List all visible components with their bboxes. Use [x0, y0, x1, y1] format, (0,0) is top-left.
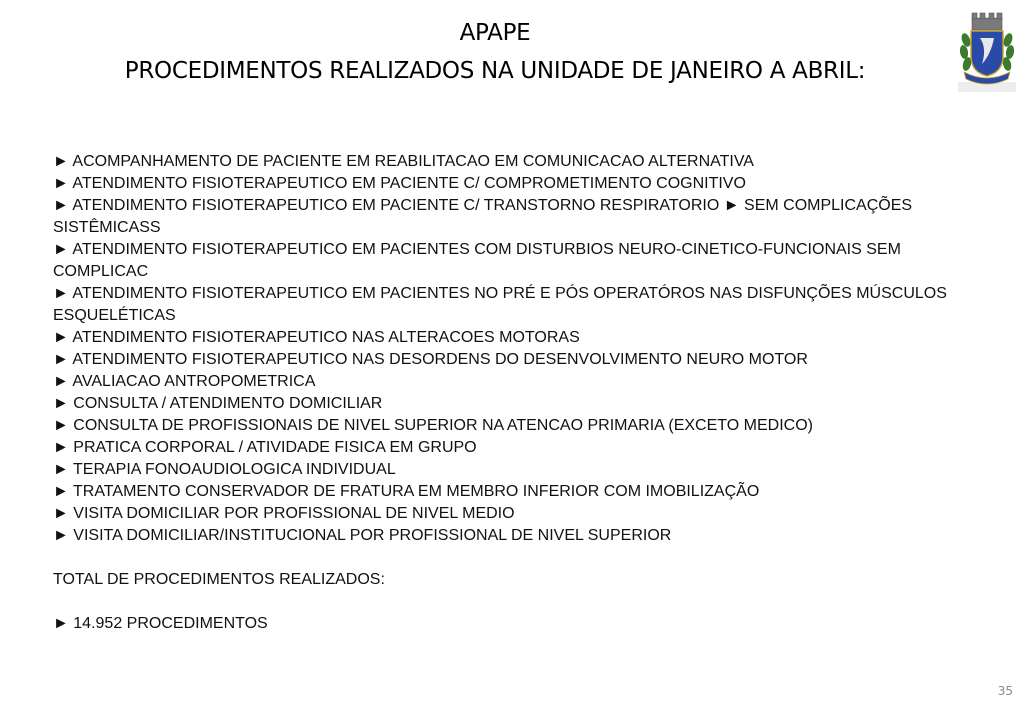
list-item: ► ATENDIMENTO FISIOTERAPEUTICO NAS ALTERACOES MOTORAS — [53, 329, 580, 346]
title-line-1: APAPE — [459, 20, 531, 46]
coat-of-arms-logo — [958, 8, 1016, 92]
list-item: ► VISITA DOMICILIAR/INSTITUCIONAL POR PROFISSIONAL DE NIVEL SUPERIOR — [53, 527, 672, 544]
spacer — [53, 591, 988, 613]
list-item: ► ATENDIMENTO FISIOTERAPEUTICO NAS DESORDENS DO DESENVOLVIMENTO NEURO MOTOR — [53, 351, 808, 368]
list-item: ► ACOMPANHAMENTO DE PACIENTE EM REABILITACAO EM COMUNICACAO ALTERNATIVA — [53, 153, 754, 170]
slide-title — [0, 14, 990, 90]
procedure-list — [53, 151, 988, 635]
list-item: ► AVALIACAO ANTROPOMETRICA — [53, 373, 316, 390]
list-item: ► ATENDIMENTO FISIOTERAPEUTICO EM PACIENTES COM DISTURBIOS NEURO-CINETICO-FUNCIONAIS SEM COMPLICAC — [53, 241, 901, 280]
list-item: ► TRATAMENTO CONSERVADOR DE FRATURA EM MEMBRO INFERIOR COM IMOBILIZAÇÃO — [53, 483, 760, 500]
list-item: ► ATENDIMENTO FISIOTERAPEUTICO EM PACIENTE C/ COMPROMETIMENTO COGNITIVO — [53, 175, 746, 192]
list-item: ► CONSULTA DE PROFISSIONAIS DE NIVEL SUPERIOR NA ATENCAO PRIMARIA (EXCETO MEDICO) — [53, 417, 813, 434]
list-item: ► CONSULTA / ATENDIMENTO DOMICILIAR — [53, 395, 383, 412]
list-item: ► VISITA DOMICILIAR POR PROFISSIONAL DE NIVEL MEDIO — [53, 505, 515, 522]
list-item: ► ATENDIMENTO FISIOTERAPEUTICO EM PACIENTES NO PRÉ E PÓS OPERATÓROS NAS DISFUNÇÕES MÚSCULOS ESQUELÉTICAS — [53, 285, 947, 324]
list-item: ► TERAPIA FONOAUDIOLOGICA INDIVIDUAL — [53, 461, 396, 478]
spacer — [53, 547, 988, 569]
list-item: ► PRATICA CORPORAL / ATIVIDADE FISICA EM GRUPO — [53, 439, 477, 456]
page-number: 35 — [997, 684, 1013, 698]
list-item: ► ATENDIMENTO FISIOTERAPEUTICO EM PACIENTE C/ TRANSTORNO RESPIRATORIO ► SEM COMPLICAÇÕES SISTÊMICASS — [53, 197, 913, 236]
title-line-2: PROCEDIMENTOS REALIZADOS NA UNIDADE DE JANEIRO A ABRIL: — [124, 58, 866, 84]
total-value: ► 14.952 PROCEDIMENTOS — [53, 615, 268, 632]
total-label: TOTAL DE PROCEDIMENTOS REALIZADOS: — [53, 571, 385, 588]
